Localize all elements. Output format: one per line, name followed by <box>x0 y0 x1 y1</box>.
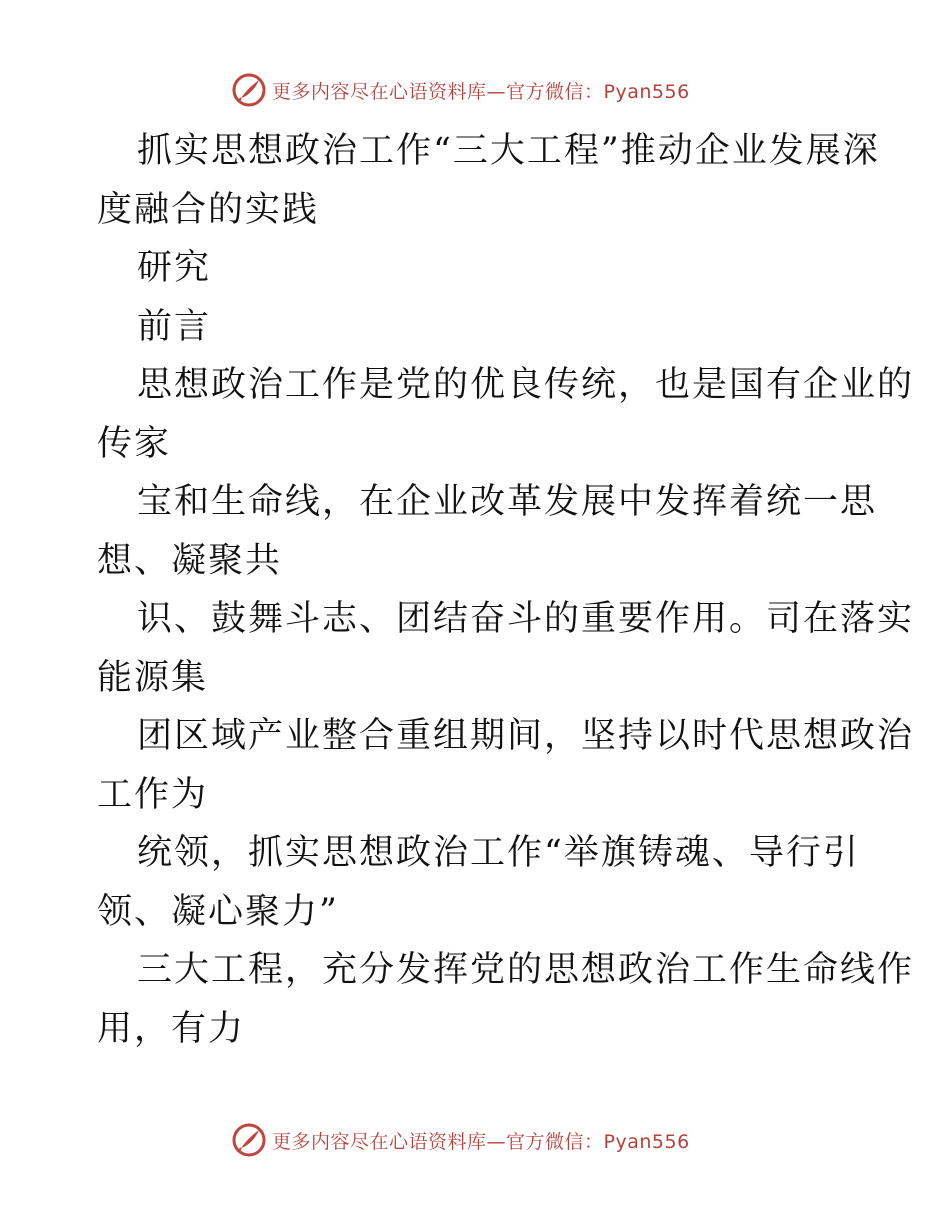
text-line: 研究 <box>137 248 212 288</box>
watermark-text: 更多内容尽在心语资料库—官方微信：Pyan556 <box>272 1130 690 1153</box>
text-line: 三大工程，充分发挥党的思想政治工作生命线作 <box>137 950 915 990</box>
text-line: 领、凝心聚力” <box>97 891 339 932</box>
quill-logo-icon <box>232 73 266 107</box>
text-line: 工作为 <box>97 774 209 815</box>
text-line: 思想政治工作是党的优良传统，也是国有企业的 <box>137 365 915 405</box>
text-line: 抓实思想政治工作“三大工程”推动企业发展深 <box>137 131 880 171</box>
header-watermark <box>232 72 752 108</box>
text-line: 能源集 <box>97 657 209 698</box>
document-body <box>97 122 915 1058</box>
text-line: 识、鼓舞斗志、团结奋斗的重要作用。司在落实 <box>137 599 915 639</box>
text-line: 用，有力 <box>97 1008 246 1049</box>
text-line: 团区域产业整合重组期间，坚持以时代思想政治 <box>137 716 915 756</box>
footer-watermark <box>232 1122 752 1158</box>
text-line: 前言 <box>137 306 212 347</box>
text-line: 传家 <box>97 423 172 464</box>
quill-logo-icon <box>232 1123 266 1157</box>
watermark-text: 更多内容尽在心语资料库—官方微信：Pyan556 <box>272 80 690 103</box>
text-line: 想、凝聚共 <box>97 540 283 581</box>
text-line: 宝和生命线，在企业改革发展中发挥着统一思 <box>137 482 878 522</box>
text-line: 统领，抓实思想政治工作“举旗铸魂、导行引 <box>137 833 860 873</box>
text-line: 度融合的实践 <box>97 189 320 230</box>
